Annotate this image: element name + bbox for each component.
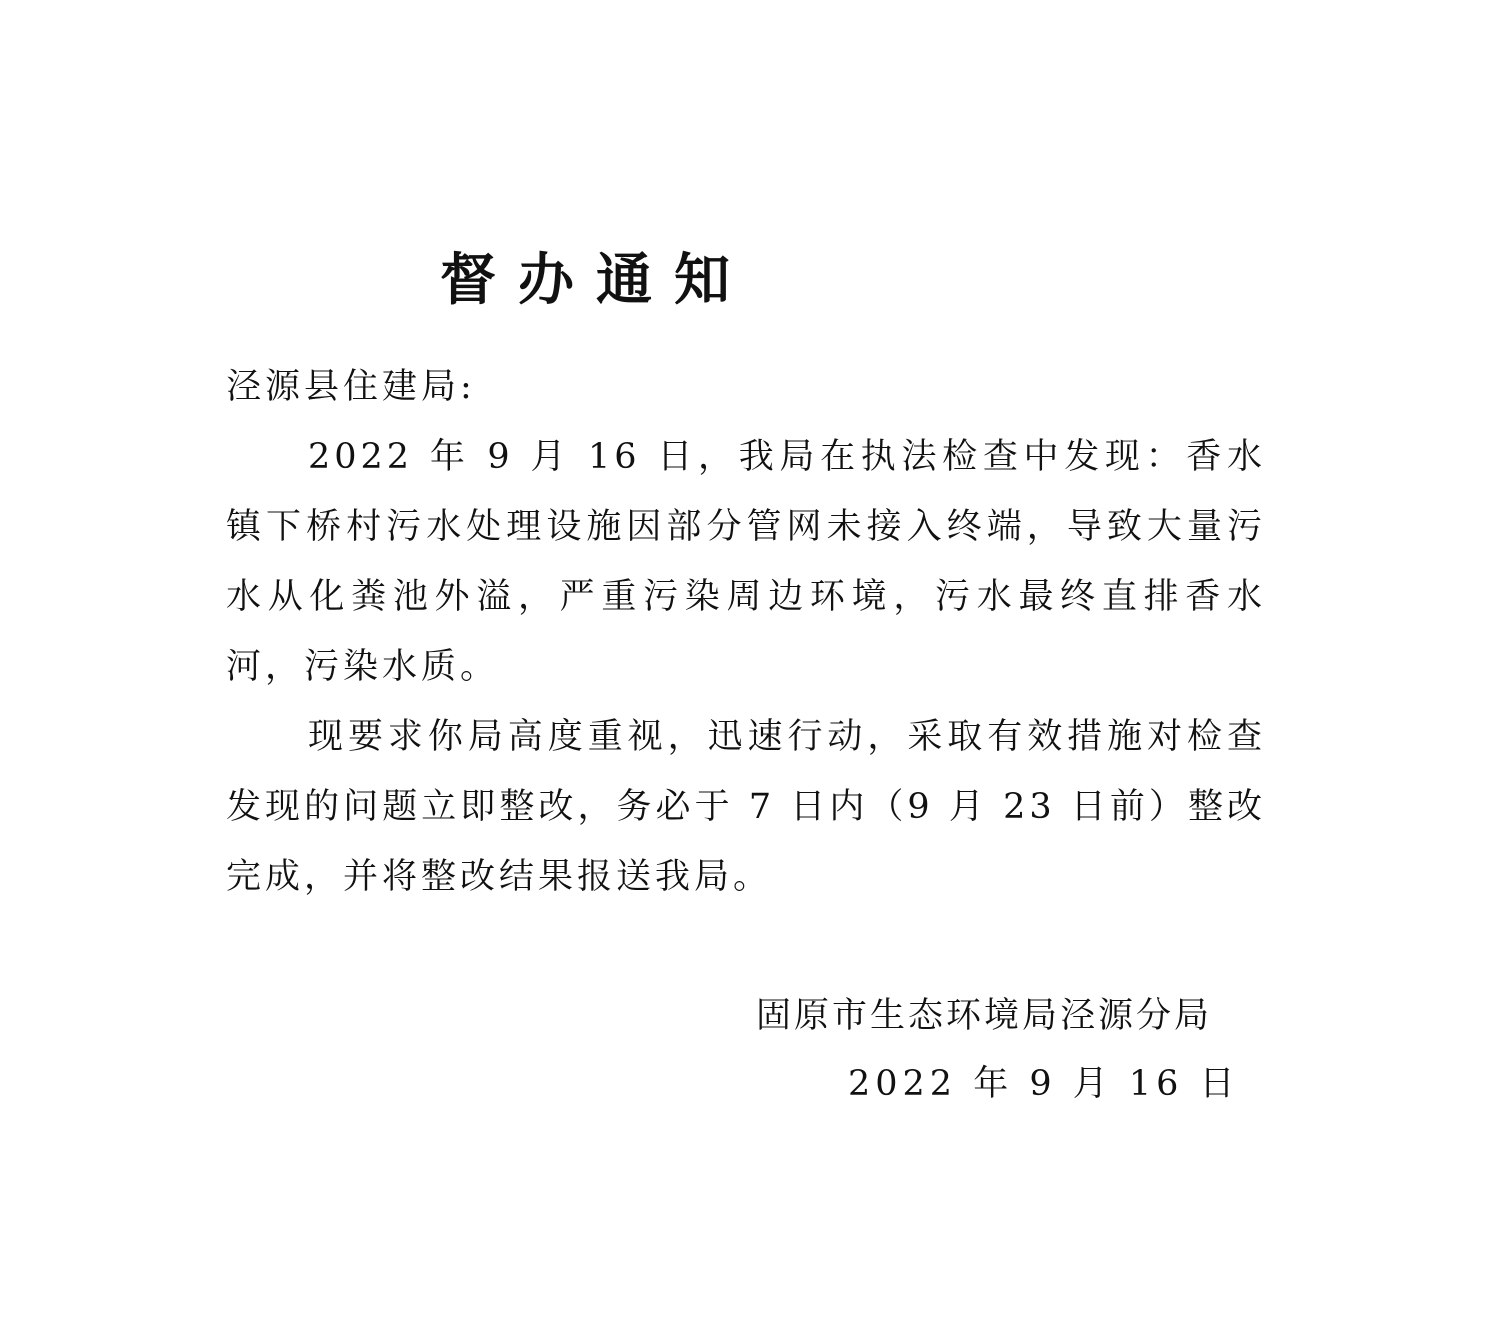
signature-block xyxy=(756,982,1240,1118)
document-body xyxy=(226,352,1266,912)
signature-date: 2022 年 9 月 16 日 xyxy=(848,1064,1240,1104)
addressee: 泾源县住建局: xyxy=(226,367,476,407)
paragraph-findings: 2022 年 9 月 16 日，我局在执法检查中发现：香水镇下桥村污水处理设施因部分管网未接入终端，导致大量污水从化粪池外溢，严重污染周边环境，污水最终直排香水河，污染水质。 xyxy=(226,437,1266,687)
signature-organization: 固原市生态环境局泾源分局 xyxy=(756,996,1213,1036)
document-title: 督办通知 xyxy=(440,247,752,313)
paragraph-requirements: 现要求你局高度重视，迅速行动，采取有效措施对检查发现的问题立即整改，务必于 7 日内（9 月 23 日前）整改完成，并将整改结果报送我局。 xyxy=(226,717,1266,897)
